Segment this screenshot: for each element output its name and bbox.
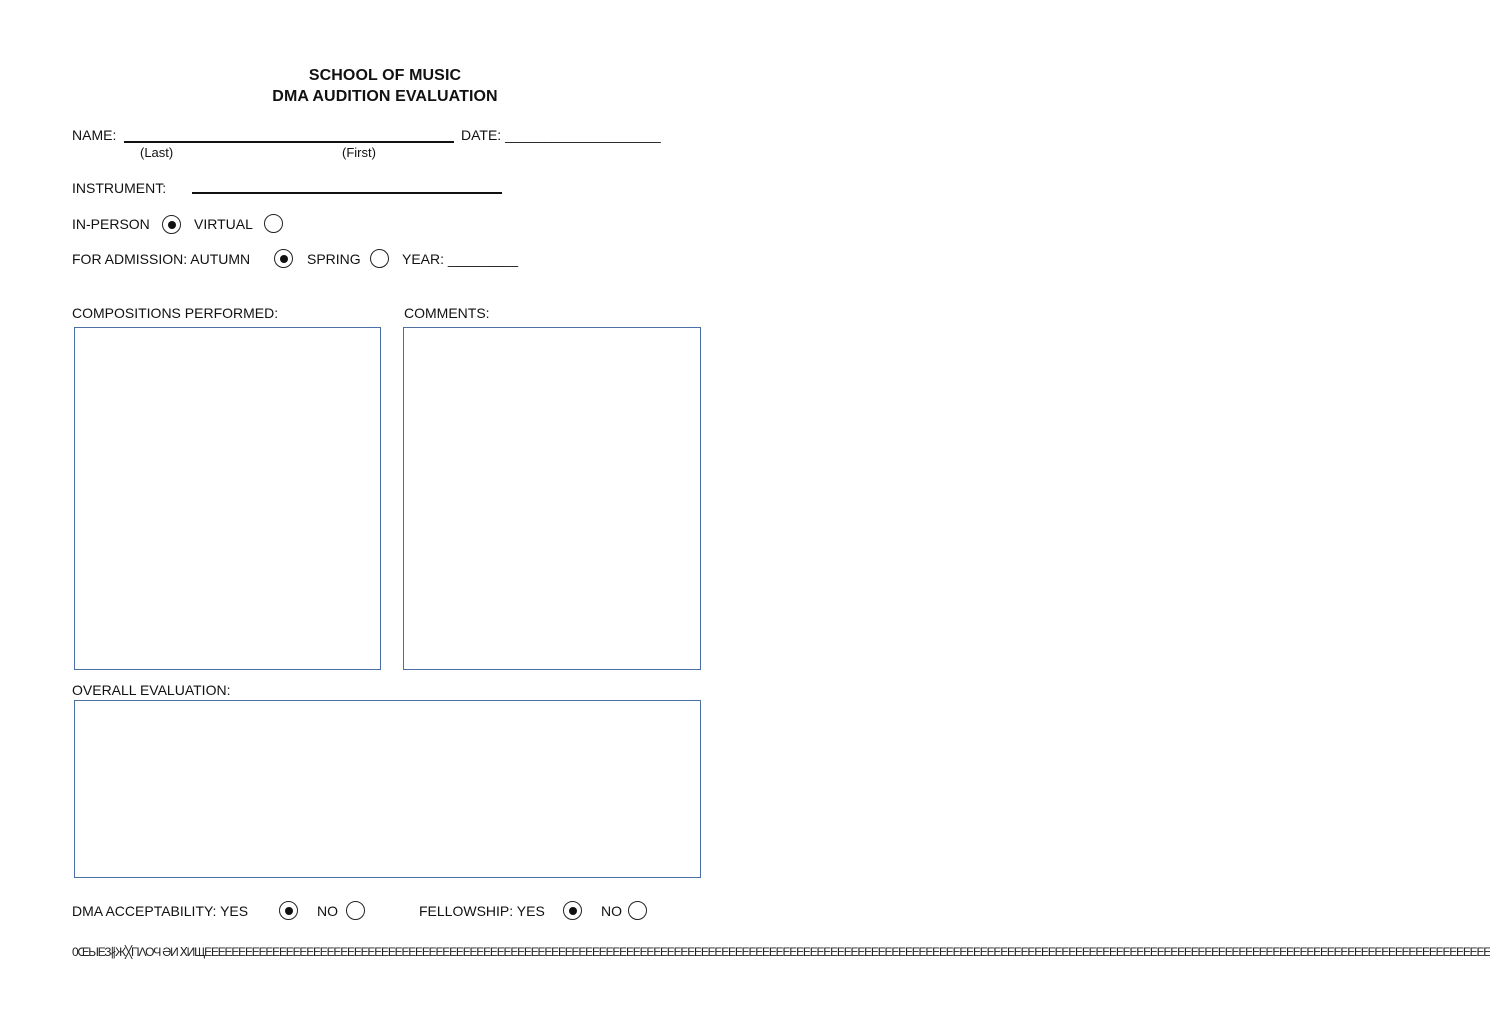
overall-label: OVERALL EVALUATION: (72, 682, 231, 698)
instrument-label: INSTRUMENT: (72, 180, 167, 196)
acceptability-label: DMA ACCEPTABILITY: YES (72, 903, 249, 919)
overall-evaluation-box[interactable] (74, 700, 701, 878)
comments-box[interactable] (403, 327, 701, 670)
comments-label: COMMENTS: (404, 305, 490, 321)
name-field[interactable] (124, 141, 454, 143)
year-label[interactable]: YEAR: _________ (402, 251, 518, 267)
title-evaluation: DMA AUDITION EVALUATION (272, 88, 498, 105)
admission-label: FOR ADMISSION: AUTUMN (72, 251, 251, 267)
date-label[interactable]: DATE: ____________________ (461, 127, 661, 143)
fellowship-yes-radio[interactable] (563, 901, 582, 920)
in-person-label: IN-PERSON (72, 216, 150, 232)
acceptability-no-label: NO (317, 903, 338, 919)
title-school: SCHOOL OF MUSIC (308, 67, 462, 84)
virtual-label: VIRTUAL (194, 216, 253, 232)
last-caption: (Last) (140, 145, 174, 160)
compositions-label: COMPOSITIONS PERFORMED: (72, 305, 279, 321)
spring-radio[interactable] (370, 249, 389, 268)
fellowship-no-radio[interactable] (628, 901, 647, 920)
autumn-radio[interactable] (274, 249, 293, 268)
acceptability-yes-radio[interactable] (279, 901, 298, 920)
name-label: NAME: (72, 127, 117, 143)
spring-label: SPRING (307, 251, 361, 267)
compositions-box[interactable] (74, 327, 381, 670)
fellowship-label: FELLOWSHIP: YES (419, 903, 545, 919)
acceptability-no-radio[interactable] (346, 901, 365, 920)
first-caption: (First) (342, 145, 376, 160)
footer-garbled-text: 0ŒЫЕЗ∦Ж╳ΓΙΛΟϤ ƏИ ⅩИЩΕΕΕΕΕΕΕΕΕΕΕΕΕΕΕΕΕΕΕΕΕΕΕΕΕΕΕΕΕΕΕΕΕΕΕΕΕΕΕΕΕΕΕΕΕΕΕΕΕΕΕΕΕΕΕΕΕΕΕΕΕΕΕΕΕΕΕΕΕΕΕΕΕΕΕΕΕΕΕΕΕΕΕΕΕΕΕΕΕΕΕΕΕΕΕΕΕΕΕΕΕΕΕΕΕΕΕΕΕΕΕΕΕΕΕΕΕΕΕΕΕΕΕΕΕΕΕΕΕΕΕΕΕΕΕΕΕΕΕΕΕΕΕΕΕΕΕΕΕΕΕΕΕΕΕΕΕΕΕΕΕΕΕΕΕΕΕΕΕΕΕΕΕΕΕΕΕΕΕΕΕΕΕΕΕΕΕΕΕ (72, 945, 1490, 959)
in-person-radio[interactable] (162, 215, 181, 234)
instrument-field[interactable] (192, 192, 502, 194)
fellowship-no-label: NO (601, 903, 622, 919)
virtual-radio[interactable] (264, 214, 283, 233)
